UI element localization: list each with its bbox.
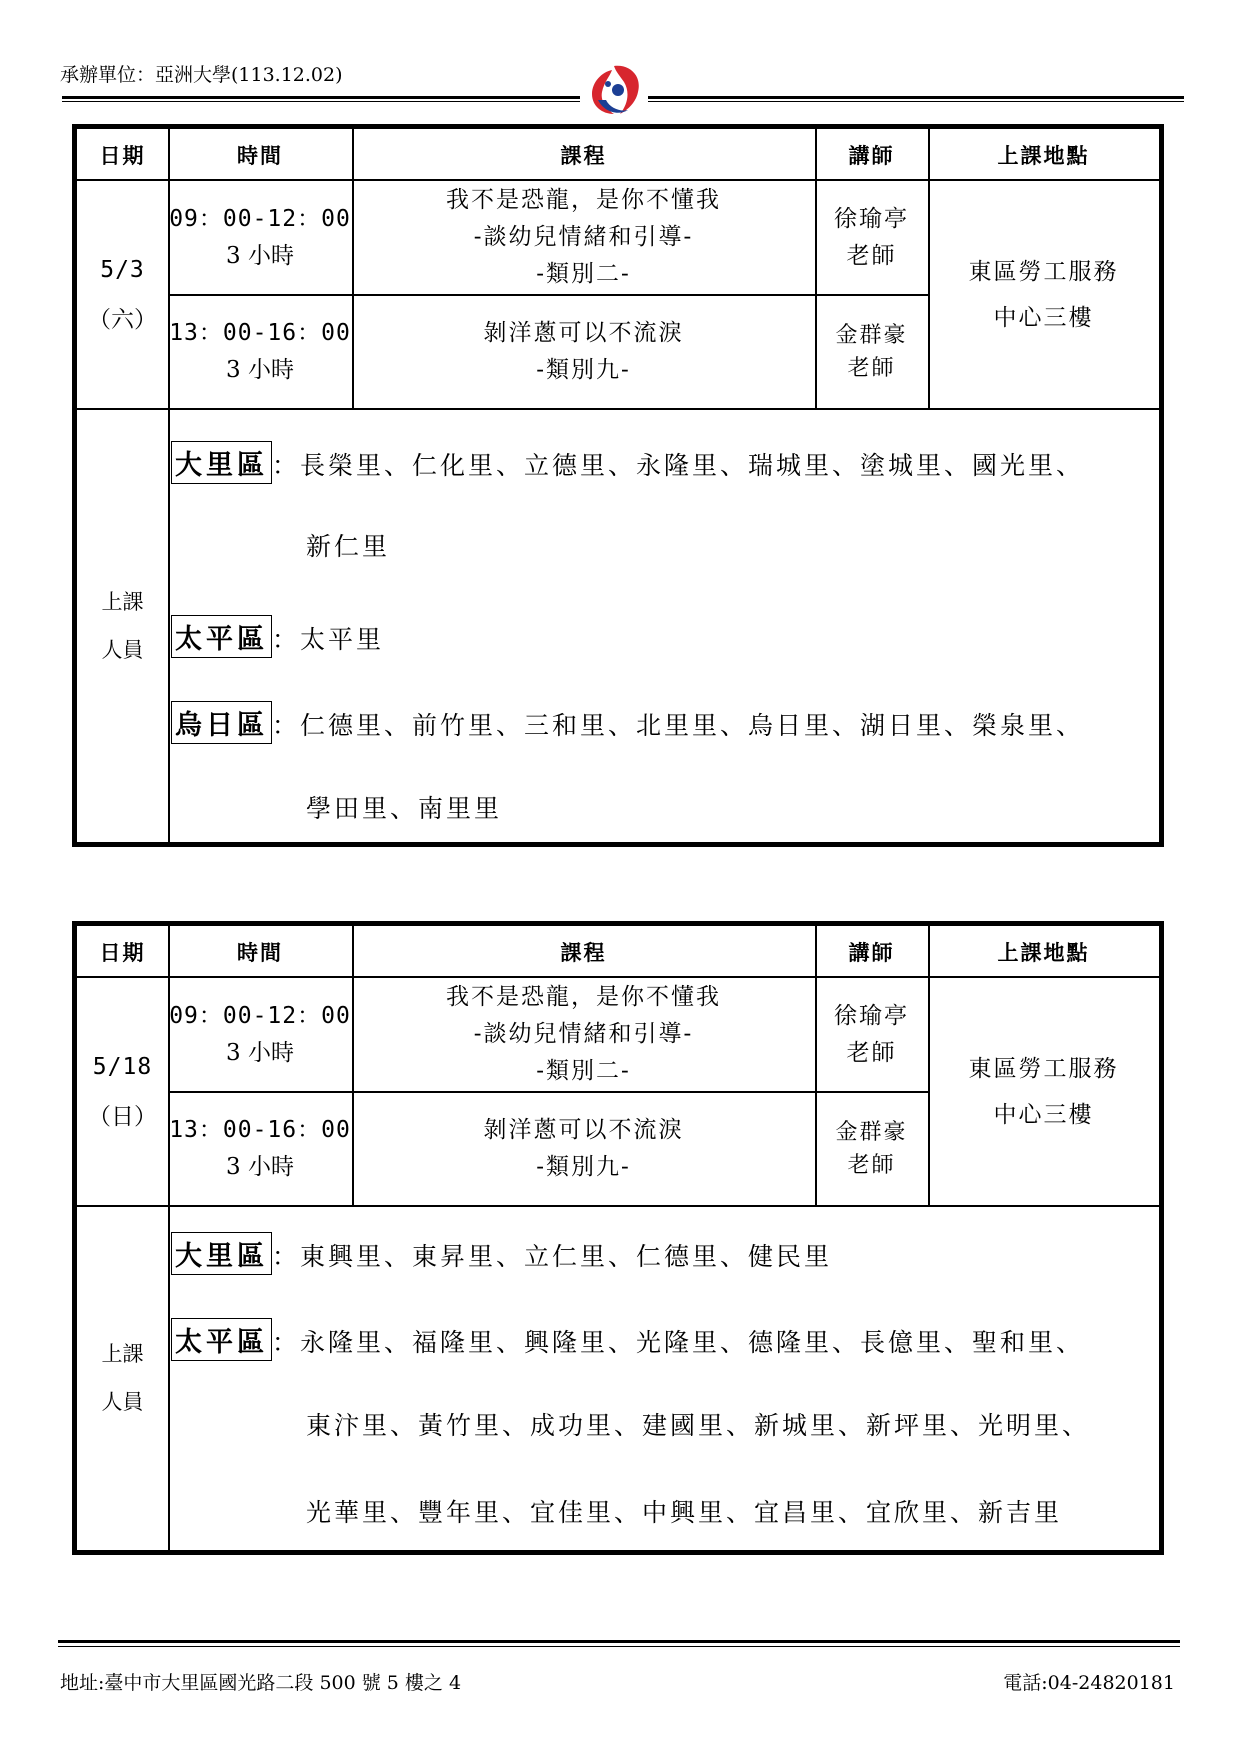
attendees-label: 上課 人員 — [101, 1342, 144, 1414]
slot-teacher: 徐瑜亭 老師 — [834, 1003, 909, 1066]
slot-course: 我不是恐龍，是你不懂我 -談幼兒情緒和引導- -類別二- — [446, 186, 721, 287]
slot-time: 09：00-12：00 3 小時 — [169, 1003, 351, 1066]
footer-rule-thin — [58, 1646, 1180, 1647]
district-row: 太平區 ：太平里 — [171, 615, 384, 658]
col-time: 時間 — [237, 143, 283, 168]
district-row: 太平區 ：永隆里、福隆里、興隆里、光隆里、德隆里、長億里、聖和里、 — [171, 1318, 1084, 1361]
session-location: 東區勞工服務 中心三樓 — [968, 259, 1119, 331]
district-name: 太平區 — [171, 1318, 272, 1361]
slot-time: 13：00-16：00 3 小時 — [169, 1116, 351, 1180]
district-continuation: 光華里、豐年里、宜佳里、中興里、宜昌里、宜欣里、新吉里 — [306, 1498, 1063, 1527]
attendees-label: 上課 人員 — [101, 589, 144, 662]
district-row: 烏日區 ：仁德里、前竹里、三和里、北里里、烏日里、湖日里、榮泉里、 — [171, 701, 1084, 744]
slot-course: 剝洋蔥可以不流淚 -類別九- — [483, 319, 684, 383]
col-teacher: 講師 — [848, 143, 895, 168]
slot-teacher: 徐瑜亭 老師 — [834, 206, 909, 269]
header-rule-right-thin — [648, 101, 1184, 102]
footer-rule — [58, 1640, 1180, 1643]
header-rule-left-thin — [62, 101, 580, 102]
footer-phone: 電話:04-24820181 — [1003, 1672, 1175, 1694]
session-date: 5/18 （日） — [88, 1054, 157, 1130]
col-time: 時間 — [237, 940, 283, 965]
footer-address: 地址:臺中市大里區國光路二段 500 號 5 樓之 4 — [60, 1672, 462, 1694]
slot-teacher: 金群豪 老師 — [835, 1119, 908, 1178]
district-name: 大里區 — [171, 441, 272, 484]
district-name: 太平區 — [171, 615, 272, 658]
header-rule-right — [648, 96, 1184, 99]
schedule-table-2 — [72, 921, 1164, 1555]
district-continuation: 東汴里、黃竹里、成功里、建國里、新城里、新坪里、光明里、 — [306, 1411, 1091, 1440]
district-row: 大里區 ：東興里、東昇里、立仁里、仁德里、健民里 — [171, 1232, 832, 1275]
slot-teacher: 金群豪 老師 — [835, 322, 908, 381]
district-continuation: 新仁里 — [306, 532, 391, 561]
organization-logo — [584, 62, 644, 118]
slot-course: 剝洋蔥可以不流淚 -類別九- — [483, 1116, 684, 1180]
col-course: 課程 — [560, 143, 607, 168]
col-location: 上課地點 — [997, 143, 1090, 168]
district-name: 大里區 — [171, 1232, 272, 1275]
col-course: 課程 — [560, 940, 607, 965]
organizer-text: 承辦單位：亞洲大學(113.12.02) — [60, 64, 343, 86]
col-location: 上課地點 — [997, 940, 1090, 965]
district-row: 大里區 ：長榮里、仁化里、立德里、永隆里、瑞城里、塗城里、國光里、 — [171, 441, 1084, 484]
session-location: 東區勞工服務 中心三樓 — [968, 1056, 1119, 1128]
session-date: 5/3 （六） — [88, 257, 157, 333]
district-name: 烏日區 — [171, 701, 272, 744]
district-continuation: 學田里、南里里 — [306, 794, 503, 823]
slot-time: 09：00-12：00 3 小時 — [169, 206, 351, 269]
col-date: 日期 — [99, 940, 146, 965]
slot-time: 13：00-16：00 3 小時 — [169, 319, 351, 383]
col-date: 日期 — [99, 143, 146, 168]
slot-course: 我不是恐龍，是你不懂我 -談幼兒情緒和引導- -類別二- — [446, 983, 721, 1084]
header-rule-left — [62, 96, 580, 99]
col-teacher: 講師 — [848, 940, 895, 965]
schedule-table-1 — [72, 124, 1164, 847]
